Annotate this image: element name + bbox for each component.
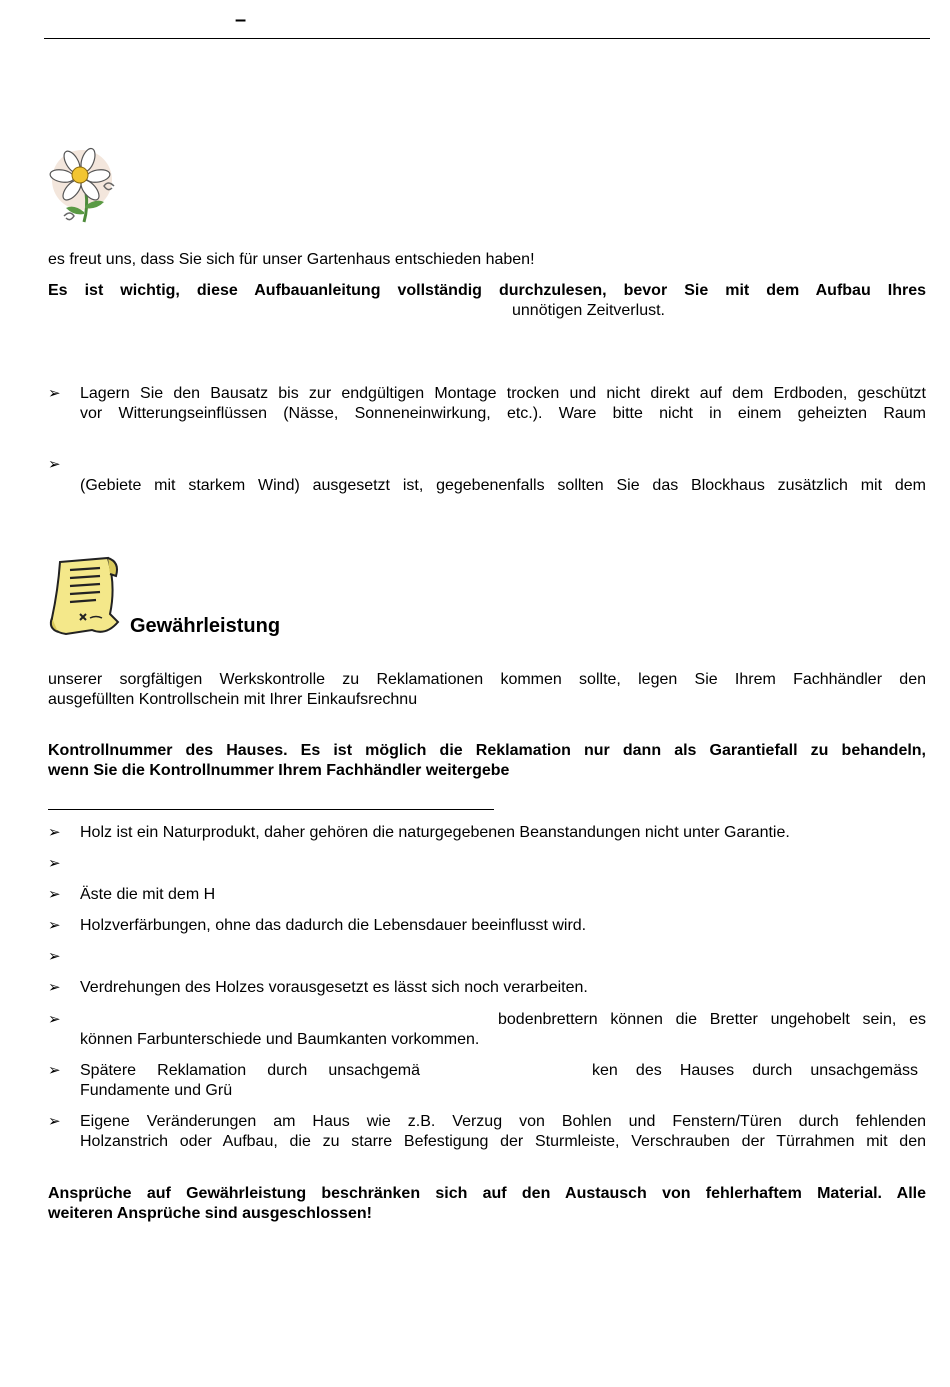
warranty-item7-line2: können Farbunterschiede und Baumkanten vorkommen. (80, 1031, 480, 1048)
warranty-p1-line1: unserer sorgfältigen Werkskontrolle zu Reklamationen kommen sollte, legen Sie Ihrem Fachhändler den (48, 671, 926, 688)
important-notice-line1: Es ist wichtig, diese Aufbauanleitung vollständig durchzulesen, bevor Sie mit dem Aufbau Ihres (48, 282, 926, 299)
warranty-p1-line2: ausgefüllten Kontrollschein mit Ihrer Einkaufsrechnu (48, 691, 418, 708)
bullet-icon: ➢ (48, 456, 61, 473)
warranty-item: Äste die mit dem H (80, 886, 216, 903)
warranty-p2-line2: wenn Sie die Kontrollnummer Ihrem Fachhändler weitergebe (48, 762, 510, 779)
bullet-icon: ➢ (48, 979, 61, 996)
warranty-item: Verdrehungen des Holzes vorausgesetzt es lässt sich noch verarbeiten. (80, 979, 588, 996)
important-notice-line2: unnötigen Zeitverlust. (512, 302, 665, 319)
warranty-item9-line2: Holzanstrich oder Aufbau, die zu starre Befestigung der Sturmleiste, Verschrauben der Türrahmen mit den (80, 1133, 926, 1150)
final-notice-line2: weiteren Ansprüche sind ausgeschlossen! (48, 1205, 372, 1222)
storage-item1-line1: Lagern Sie den Bausatz bis zur endgültigen Montage trocken und nicht direkt auf dem Erdboden, geschützt (80, 385, 926, 402)
bullet-icon: ➢ (48, 917, 61, 934)
final-notice-line1: Ansprüche auf Gewährleistung beschränken sich auf den Austausch von fehlerhaftem Material. Alle (48, 1185, 926, 1202)
warranty-item9-line1: Eigene Veränderungen am Haus wie z.B. Verzug von Bohlen und Fenstern/Türen durch fehlenden (80, 1113, 926, 1130)
bullet-icon: ➢ (48, 948, 61, 965)
greeting-text: es freut uns, dass Sie sich für unser Gartenhaus entschieden haben! (48, 251, 535, 268)
flower-icon (44, 146, 120, 226)
storage-item2-line2: (Gebiete mit starkem Wind) ausgesetzt ist, gegebenenfalls sollten Sie das Blockhaus zusätzlich mit dem (80, 477, 926, 494)
bullet-icon: ➢ (48, 1113, 61, 1130)
header-dash: – (235, 9, 247, 31)
bullet-icon: ➢ (48, 886, 61, 903)
warranty-item8-line2: Fundamente und Grü (80, 1082, 233, 1099)
document-icon (46, 556, 126, 636)
section-rule (48, 809, 494, 810)
bullet-icon: ➢ (48, 1062, 61, 1079)
storage-item1-line2: vor Witterungseinflüssen (Nässe, Sonneneinwirkung, etc.). Ware bitte nicht in einem geheizten Raum (80, 405, 926, 422)
header-rule (44, 38, 930, 39)
warranty-item: Holzverfärbungen, ohne das dadurch die Lebensdauer beeinflusst wird. (80, 917, 587, 934)
warranty-heading: Gewährleistung (130, 615, 281, 637)
bullet-icon: ➢ (48, 855, 61, 872)
bullet-icon: ➢ (48, 385, 61, 402)
warranty-item: Holz ist ein Naturprodukt, daher gehören die naturgegebenen Beanstandungen nicht unter Garantie. (80, 824, 790, 841)
warranty-item8-part2: ken des Hauses durch unsachgemäss (592, 1062, 918, 1079)
warranty-item8-part1: Spätere Reklamation durch unsachgemä (80, 1062, 420, 1079)
warranty-item7-line1: bodenbrettern können die Bretter ungehobelt sein, es (498, 1011, 926, 1028)
bullet-icon: ➢ (48, 1011, 61, 1028)
warranty-p2-line1: Kontrollnummer des Hauses. Es ist möglich die Reklamation nur dann als Garantiefall zu behandeln, (48, 742, 926, 759)
bullet-icon: ➢ (48, 824, 61, 841)
